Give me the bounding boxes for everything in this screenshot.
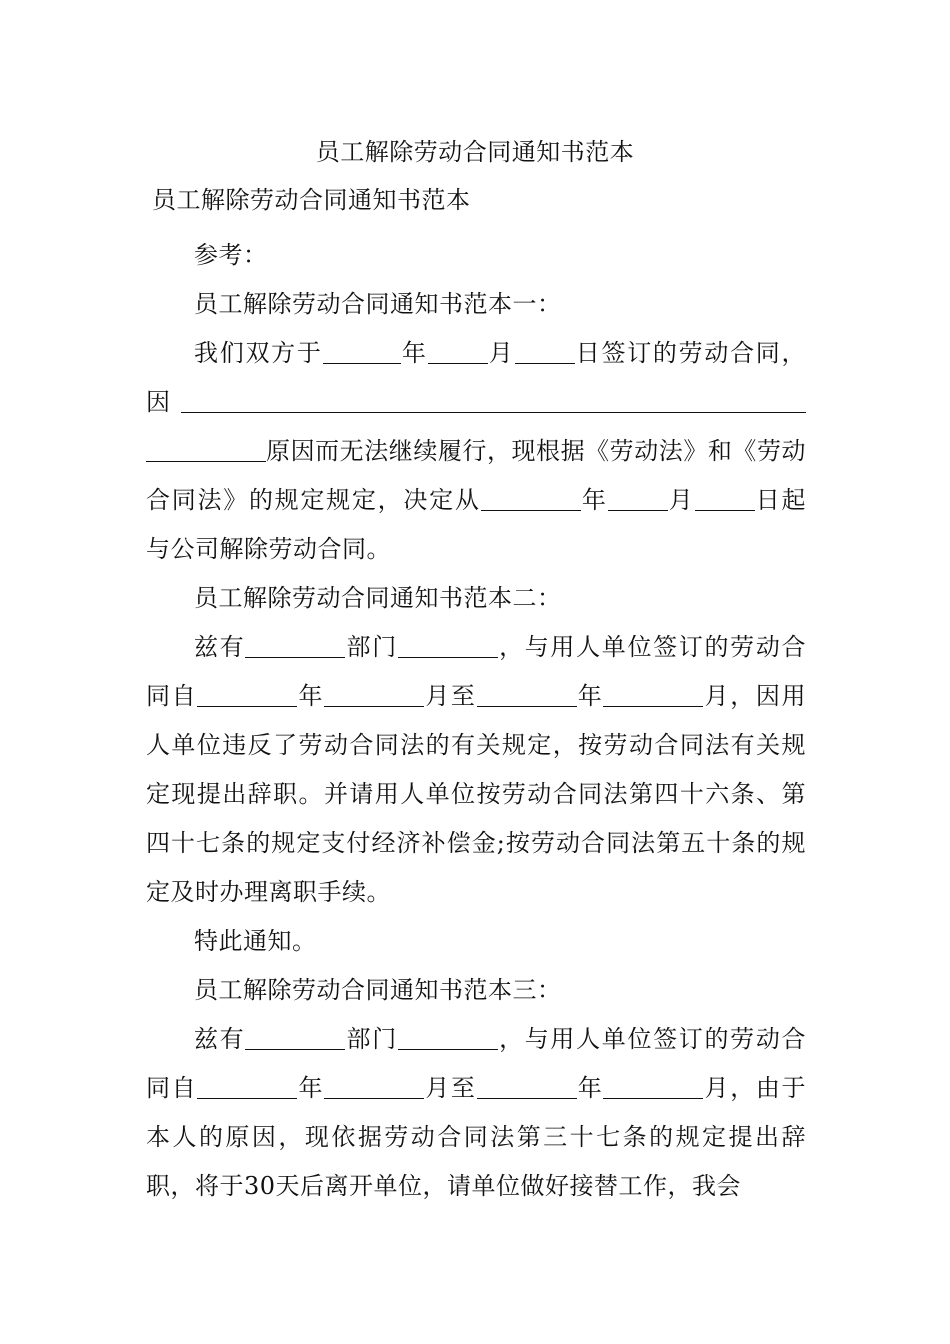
blank-department-field <box>245 1024 345 1050</box>
blank-name-field <box>398 632 498 658</box>
sample1-text-3: 月 <box>487 339 515 367</box>
blank-month-field <box>428 338 488 364</box>
sample3-text-1: 兹有 <box>194 1025 246 1053</box>
blank-month-field <box>324 1073 424 1099</box>
sample2-text-7: 月，因用人单位违反了劳动合同法的有关规定，按劳动合同法有关规定现提出辞职。并请用人单位按劳动合同法第四十六条、第四十七条的规定支付经济补偿金;按劳动合同法第五十条的规定及时办理离职手续。 <box>146 682 807 906</box>
blank-year-field <box>197 1073 297 1099</box>
sample3-text-4: 年 <box>297 1074 325 1102</box>
sample2-paragraph <box>146 623 806 917</box>
sample1-text-6: 年 <box>580 486 608 514</box>
blank-year-field <box>197 681 297 707</box>
sample3-heading: 员工解除劳动合同通知书范本三： <box>194 976 562 1004</box>
sample1-text-1: 我们双方于 <box>194 339 323 367</box>
sample2-closing: 特此通知。 <box>194 927 317 955</box>
blank-year-field <box>481 485 581 511</box>
blank-year-field <box>323 338 401 364</box>
sample2-text-1: 兹有 <box>194 633 246 661</box>
sample3-text-7: 月，由于本人的原因，现依据劳动合同法第三十七条的规定提出辞职，将于30天后离开单位，请单位做好接替工作，我会 <box>146 1074 807 1200</box>
blank-month-field <box>603 1073 703 1099</box>
sample2-text-6: 年 <box>576 682 604 710</box>
document-body <box>146 231 806 1211</box>
blank-year-field <box>477 1073 577 1099</box>
reference-label: 参考： <box>194 241 268 269</box>
sample2-text-3: ，与用人单位签订的劳动合同自 <box>146 633 807 710</box>
blank-month-field <box>324 681 424 707</box>
blank-name-field <box>398 1024 498 1050</box>
blank-reason-field-cont <box>146 436 266 462</box>
blank-reason-field <box>181 387 806 413</box>
sample2-text-2: 部门 <box>345 633 398 661</box>
sample1-text-4: 日签订的劳动合同，因 <box>146 339 807 416</box>
sample1-text-8: 日起与公司解除劳动合同。 <box>146 486 807 563</box>
sample3-text-6: 年 <box>576 1074 604 1102</box>
sample1-text-5: 原因而无法继续履行，现根据《劳动法》和《劳动合同法》的规定规定，决定从 <box>146 437 806 514</box>
sample2-heading: 员工解除劳动合同通知书范本二： <box>194 584 562 612</box>
sample2-text-5: 月至 <box>424 682 477 710</box>
blank-department-field <box>245 632 345 658</box>
blank-month-field <box>608 485 668 511</box>
blank-day-field <box>515 338 575 364</box>
sample1-text-7: 月 <box>667 486 695 514</box>
document-title: 员工解除劳动合同通知书范本 <box>315 138 635 166</box>
blank-year-field <box>477 681 577 707</box>
sample1-text-2: 年 <box>400 339 428 367</box>
document-subtitle: 员工解除劳动合同通知书范本 <box>152 186 471 214</box>
sample1-heading: 员工解除劳动合同通知书范本一： <box>194 290 562 318</box>
blank-day-field <box>695 485 755 511</box>
sample3-text-3: ，与用人单位签订的劳动合同自 <box>146 1025 807 1102</box>
sample3-text-5: 月至 <box>424 1074 477 1102</box>
sample3-text-2: 部门 <box>345 1025 398 1053</box>
blank-month-field <box>603 681 703 707</box>
sample3-paragraph <box>146 1015 806 1211</box>
sample1-paragraph <box>146 329 806 574</box>
sample2-text-4: 年 <box>297 682 325 710</box>
